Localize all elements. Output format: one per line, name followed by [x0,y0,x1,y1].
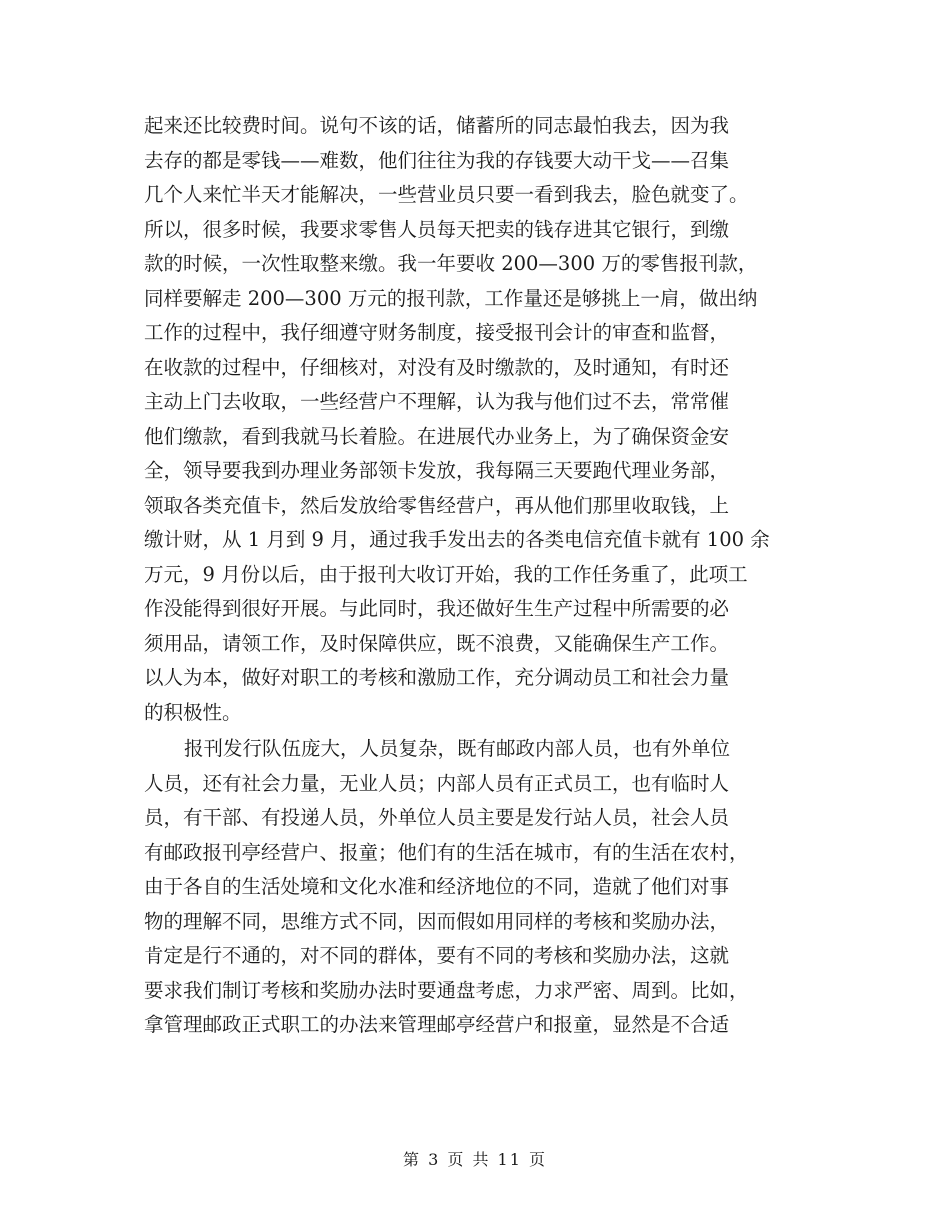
text-line: 去存的都是零钱——难数，他们往往为我的存钱要大动干戈——召集 [144,148,730,172]
text-line: 的积极性。 [144,700,242,724]
text-line: 人员，还有社会力量，无业人员；内部人员有正式员工，也有临时人 [144,771,730,795]
paragraph-2 [144,732,806,1043]
text-line: 有邮政报刊亭经营户、报童；他们有的生活在城市，有的生活在农村， [144,840,749,864]
text-line: 缴计财，从 1 月到 9 月，通过我手发出去的各类电信充值卡就有 100 余 [144,528,770,551]
paragraph-1 [144,109,806,730]
text-line: 工作的过程中，我仔细遵守财务制度，接受报刊会计的审查和监督， [144,321,730,344]
text-line: 万元，9 月份以后，由于报刊大收订开始，我的工作任务重了，此项工 [144,562,748,586]
text-line: 作没能得到很好开展。与此同时，我还做好生生产过程中所需要的必 [144,597,730,620]
text-line: 须用品，请领工作，及时保障供应，既不浪费，又能确保生产工作。 [144,631,730,655]
text-line: 同样要解走 200—300 万元的报刊款，工作量还是够挑上一肩，做出纳 [144,286,758,310]
text-line: 拿管理邮政正式职工的办法来管理邮亭经营户和报童，显然是不合适 [144,1013,730,1036]
text-line: 由于各自的生活处境和文化水准和经济地位的不同，造就了他们对事 [144,875,730,898]
document-body [144,109,806,1043]
text-line: 要求我们制订考核和奖励办法时要通盘考虑，力求严密、周到。比如， [144,978,749,1002]
text-line: 在收款的过程中，仔细核对，对没有及时缴款的，及时通知，有时还 [144,355,730,379]
page-footer: 第 3 页 共 11 页 [403,1150,547,1169]
text-line: 几个人来忙半天才能解决，一些营业员只要一看到我去，脸色就变了。 [144,183,749,206]
text-line: 以人为本，做好对职工的考核和激励工作，充分调动员工和社会力量 [144,666,730,689]
text-line: 员，有干部、有投递人员，外单位人员主要是发行站人员，社会人员 [144,806,730,829]
text-line: 领取各类充值卡，然后发放给零售经营户，再从他们那里收取钱，上 [144,493,730,517]
text-line: 他们缴款，看到我就马长着脸。在进展代办业务上，为了确保资金安 [144,424,730,448]
text-line: 全，领导要我到办理业务部领卡发放，我每隔三天要跑代理业务部， [144,459,730,482]
text-line: 物的理解不同，思维方式不同，因而假如用同样的考核和奖励办法， [144,909,730,933]
text-line: 所以，很多时候，我要求零售人员每天把卖的钱存进其它银行，到缴 [144,217,730,241]
text-line: 肯定是行不通的，对不同的群体，要有不同的考核和奖励办法，这就 [144,944,730,967]
text-line: 起来还比较费时间。说句不该的话，储蓄所的同志最怕我去，因为我 [144,114,730,137]
text-line: 款的时候，一次性取整来缴。我一年要收 200—300 万的零售报刊款， [144,252,758,275]
text-line: 主动上门去收取，一些经营户不理解，认为我与他们过不去，常常催 [144,390,730,413]
text-line: 报刊发行队伍庞大，人员复杂，既有邮政内部人员，也有外单位 [184,737,731,760]
